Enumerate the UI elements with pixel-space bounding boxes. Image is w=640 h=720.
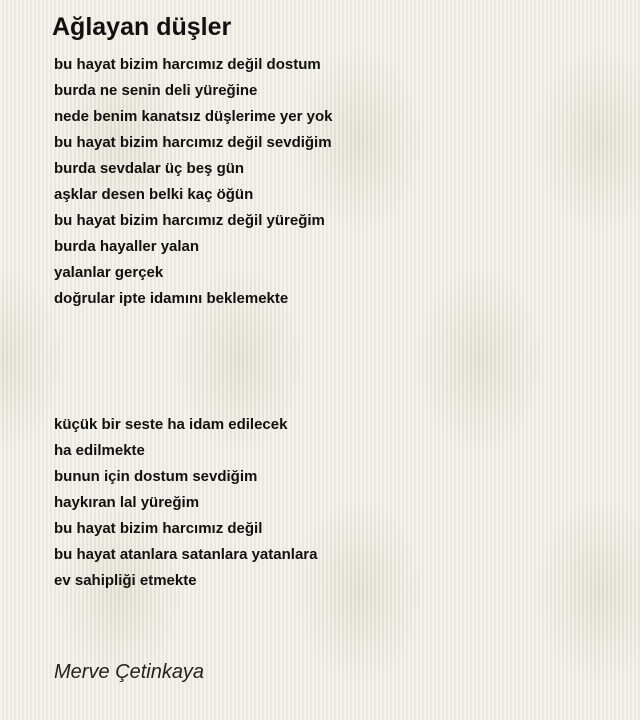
poem-line: burda hayaller yalan: [54, 238, 200, 255]
stanza-gap: [54, 312, 614, 412]
poem-line: nede benim kanatsız düşlerime yer yok: [54, 108, 333, 125]
poem-line: bu hayat bizim harcımız değil: [54, 520, 263, 537]
poem-line: bunun için dostum sevdiğim: [54, 468, 258, 485]
poem-line: ha edilmekte: [54, 442, 145, 459]
poem-line: küçük bir seste ha idam edilecek: [54, 416, 288, 433]
poem-line: bu hayat atanlara satanlara yatanlara: [54, 546, 318, 563]
poem-body: [54, 52, 614, 594]
poem-line: doğrular ipte idamını beklemekte: [54, 290, 289, 307]
poem-line: bu hayat bizim harcımız değil yüreğim: [54, 212, 325, 229]
poem-line: ev sahipliği etmekte: [54, 572, 197, 589]
poem-line: bu hayat bizim harcımız değil dostum: [54, 56, 321, 73]
poem-title: Ağlayan düşler: [52, 13, 232, 41]
poem-line: yalanlar gerçek: [54, 264, 164, 281]
poem-author[interactable]: Merve Çetinkaya: [54, 661, 205, 683]
poem-line: bu hayat bizim harcımız değil sevdiğim: [54, 134, 332, 151]
poem-line: burda sevdalar üç beş gün: [54, 160, 245, 177]
stanza-1: [54, 52, 614, 312]
stanza-2: [54, 412, 614, 594]
poem-line: aşklar desen belki kaç öğün: [54, 186, 254, 203]
poem-line: haykıran lal yüreğim: [54, 494, 200, 511]
poem-line: burda ne senin deli yüreğine: [54, 82, 258, 99]
